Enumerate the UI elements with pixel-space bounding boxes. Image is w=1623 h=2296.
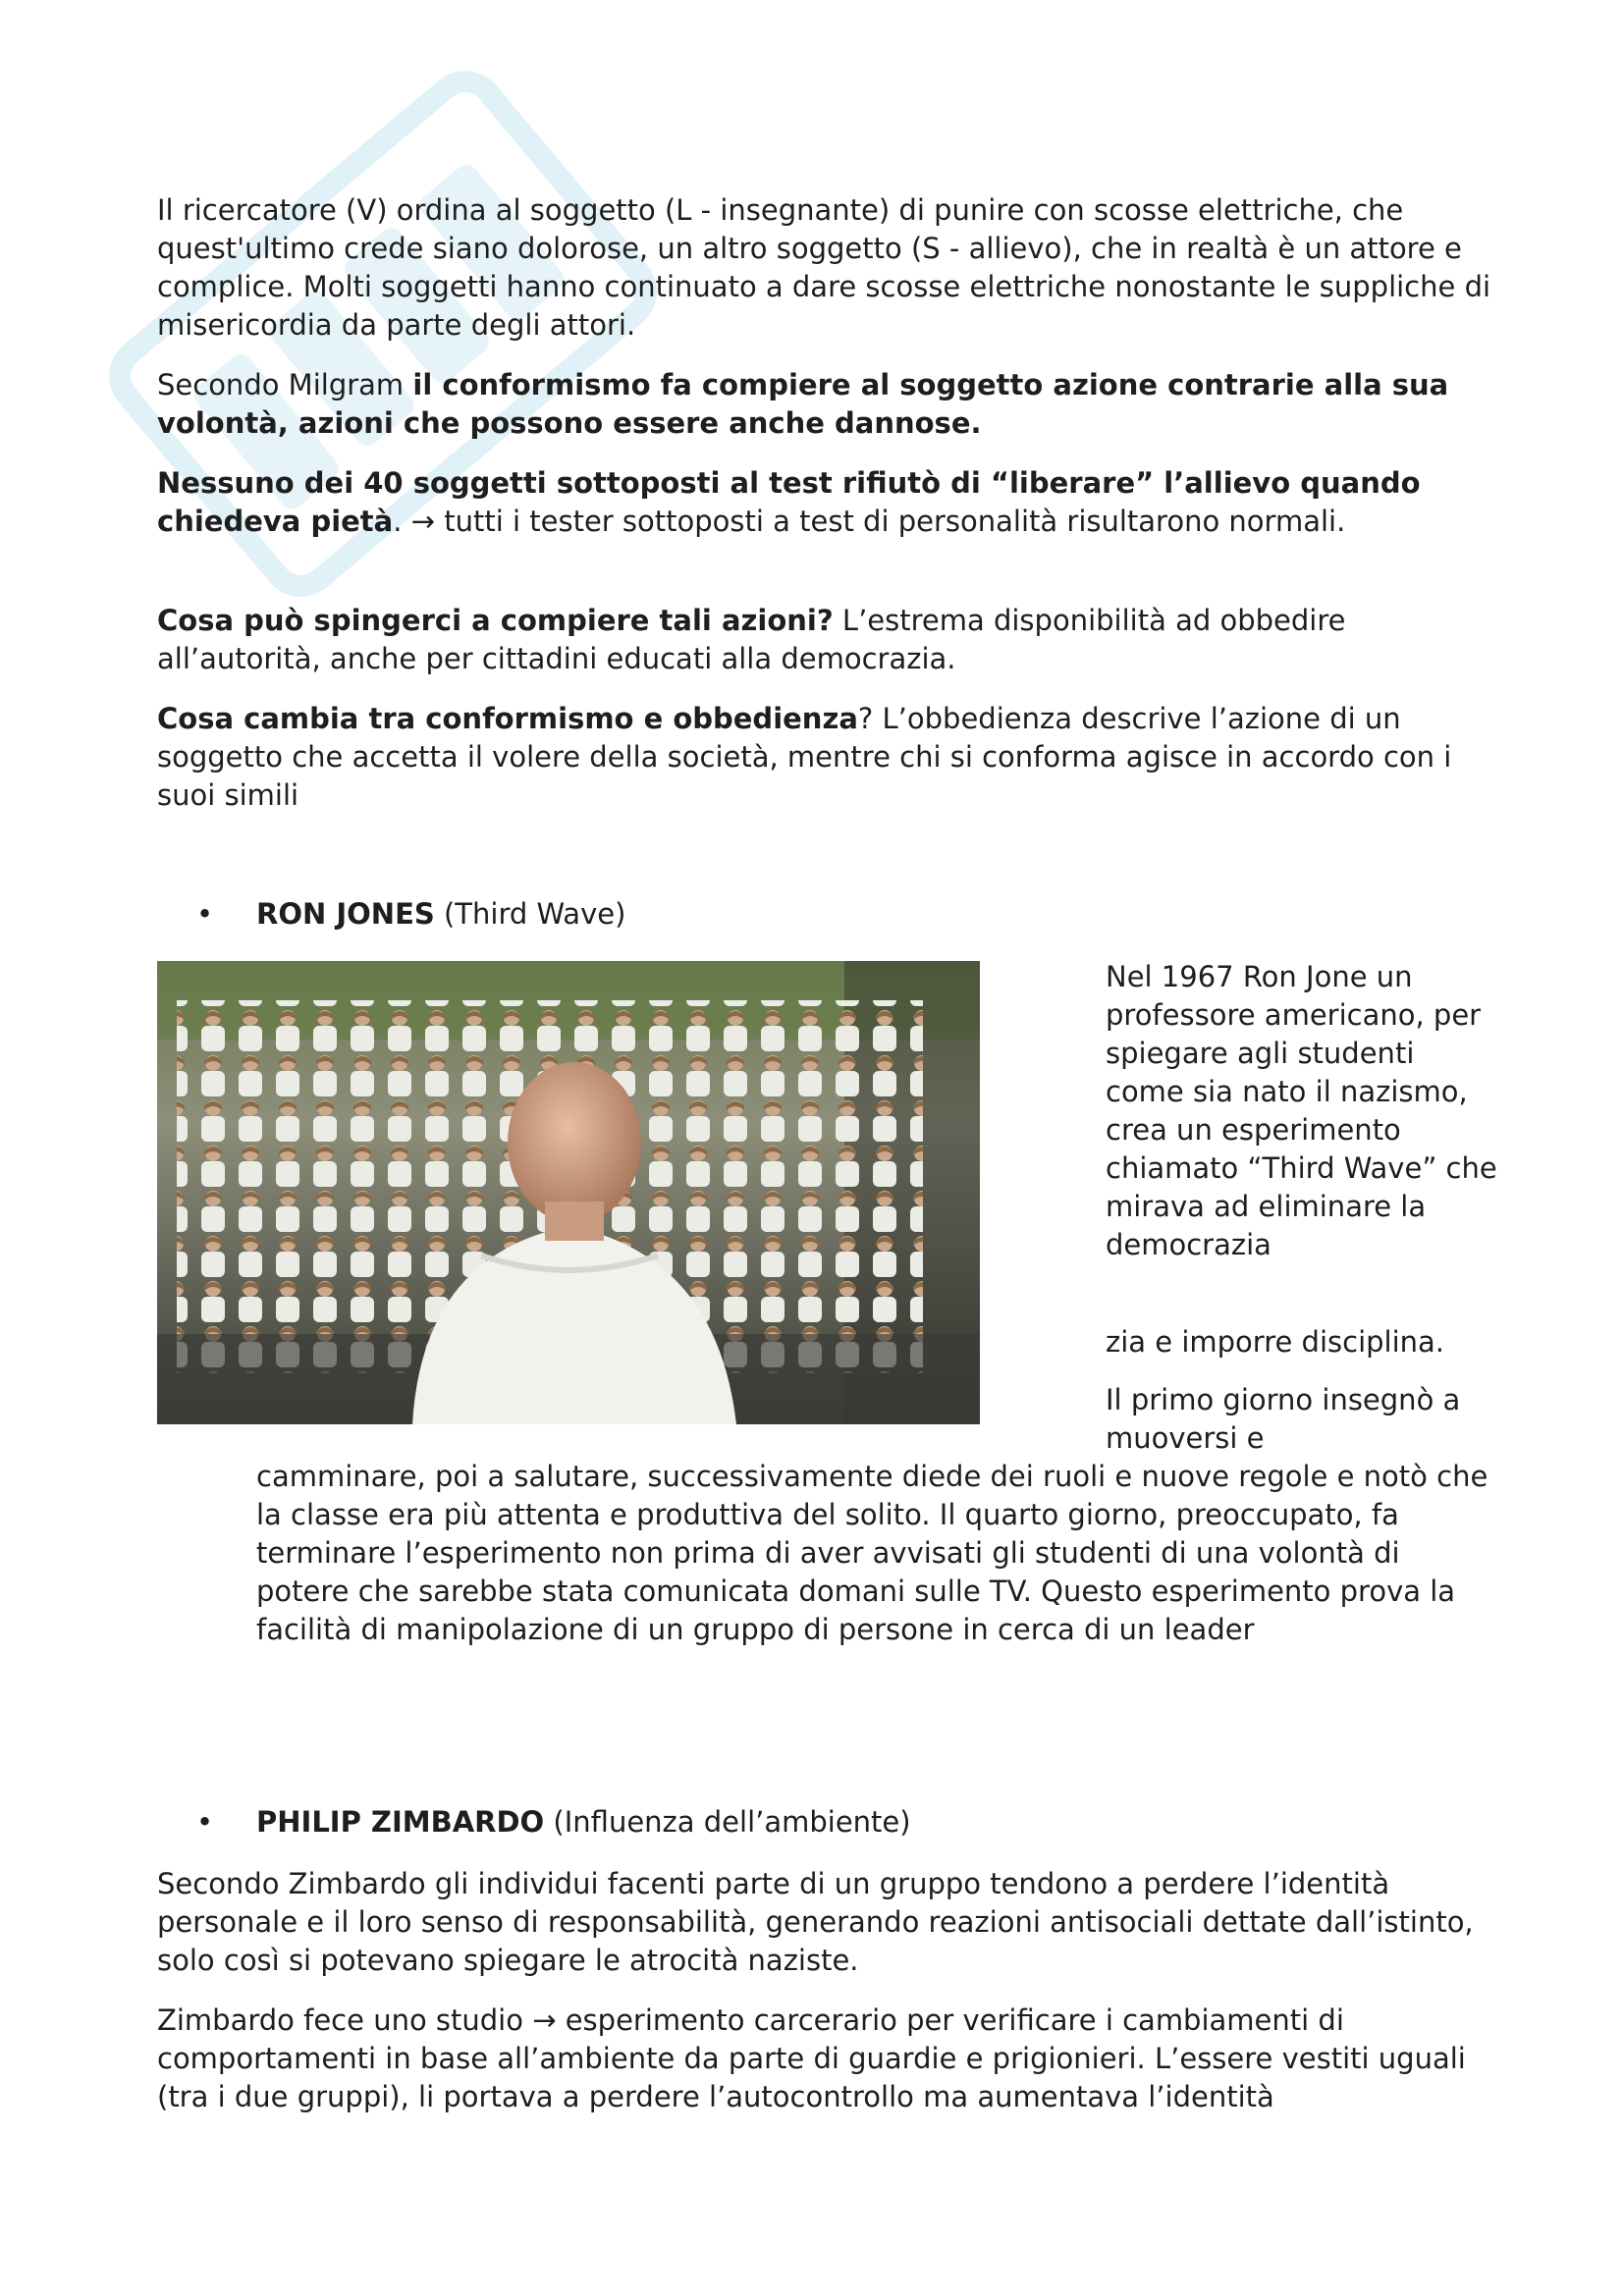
milgram-paragraph-1: Il ricercatore (V) ordina al soggetto (L - insegnante) di punire con scosse elettriche, che quest'ultimo crede siano dolorose, un altro soggetto (S - allievo), che in realtà è un attore e complice. Molti soggetti hanno continuato a dare scosse elettriche nonostante le suppliche di misericordia da parte degli attori. (157, 193, 1491, 342)
zimbardo-name: PHILIP ZIMBARDO (256, 1805, 545, 1839)
milgram-p2-bold: il conformismo fa compiere al soggetto azione contrarie alla sua volontà, azioni che possono essere anche dannose. (157, 368, 1449, 440)
bullet-ron-jones: • (196, 897, 214, 931)
classroom-photo (157, 961, 980, 1424)
ron-jones-name: RON JONES (256, 897, 435, 931)
milgram-paragraph-4 (157, 602, 1492, 678)
heading-zimbardo (256, 1803, 911, 1842)
bullet-zimbardo: • (196, 1805, 214, 1839)
milgram-p4-bold: Cosa può spingerci a compiere tali azioni? (157, 604, 834, 637)
milgram-p2-text: Secondo Milgram (157, 368, 413, 401)
milgram-paragraph-3 (157, 464, 1492, 541)
milgram-p5-bold: Cosa cambia tra conformismo e obbedienza (157, 702, 858, 735)
milgram-paragraph-2 (157, 366, 1492, 443)
ron-jones-subtitle: (Third Wave) (434, 897, 626, 931)
zimbardo-paragraph-2: Zimbardo fece uno studio → esperimento carcerario per verificare i cambiamenti di comportamenti in base all’ambiente da parte di guardie e prigionieri. L’essere vestiti uguali (tra i due gruppi), li portava a perdere l’autocontrollo ma aumentava l’identità (157, 2003, 1466, 2113)
milgram-paragraph-5 (157, 700, 1492, 815)
ron-jones-continuation: camminare, poi a salutare, successivamente diede dei ruoli e nuove regole e notò che la classe era più attenta e produttiva del solito. Il quarto giorno, preoccupato, fa terminare l’esperimento non prima di aver avvisati gli studenti di una volontà di potere che sarebbe stata comunicata domani sulle TV. Questo esperimento prova la facilità di manipolazione di un gruppo di persone in cerca di un leader (256, 1460, 1488, 1646)
milgram-p3-text: . → tutti i tester sottoposti a test di personalità risultarono normali. (393, 505, 1346, 538)
zimbardo-subtitle: (Influenza dell’ambiente) (544, 1805, 911, 1839)
ron-jones-side-text-3: Il primo giorno insegnò a muoversi e (1106, 1383, 1461, 1455)
ron-jones-side-text: Nel 1967 Ron Jone un professore americano, per spiegare agli studenti come sia nato il nazismo, crea un esperimento chiamato “Third Wave” che mirava ad eliminare la democrazia (1106, 960, 1497, 1261)
milgram-p4-text: L’estrema disponibilità ad obbedire all’autorità, anche per cittadini educati alla democrazia. (157, 604, 1346, 675)
milgram-p5-text: ? L’obbedienza descrive l’azione di un soggetto che accetta il volere della società, mentre chi si conforma agisce in accordo con i suoi simili (157, 702, 1452, 812)
milgram-p3-bold: Nessuno dei 40 soggetti sottoposti al test rifiutò di “liberare” l’allievo quando chiedeva pietà (157, 466, 1421, 538)
heading-ron-jones (256, 895, 625, 934)
zimbardo-paragraph-1: Secondo Zimbardo gli individui facenti parte di un gruppo tendono a perdere l’identità personale e il loro senso di responsabilità, generando reazioni antisociali dettate dall’istinto, solo così si potevano spiegare le atrocità naziste. (157, 1867, 1474, 1977)
ron-jones-side-text-2: zia e imporre disciplina. (1106, 1325, 1445, 1359)
